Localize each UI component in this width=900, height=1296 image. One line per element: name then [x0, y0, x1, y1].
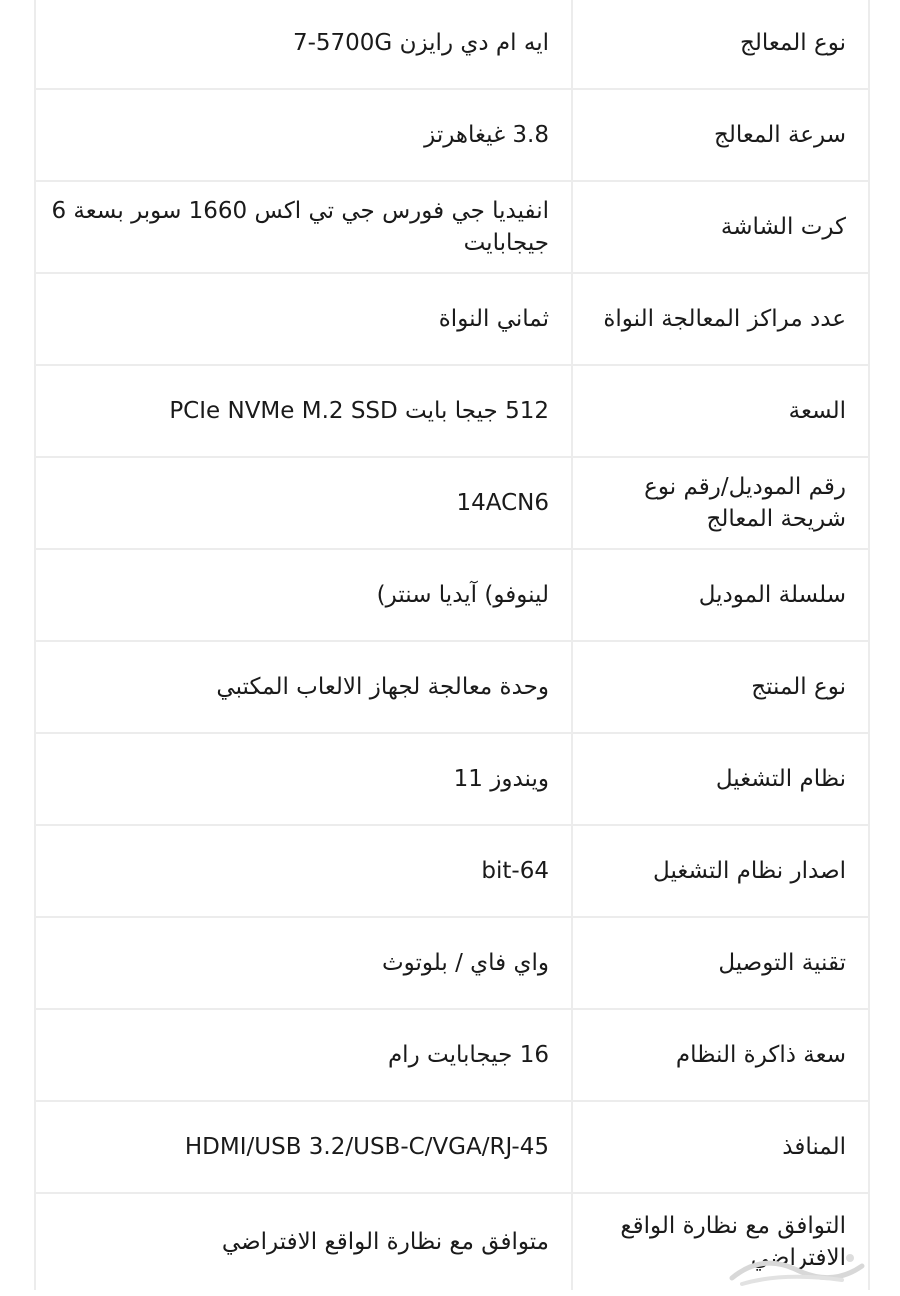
spec-label: كرت الشاشة: [571, 182, 868, 272]
spec-label: السعة: [571, 366, 868, 456]
spec-value: 512 جيجا بايت PCIe NVMe M.2 SSD: [169, 398, 549, 424]
spec-row: [36, 826, 868, 918]
spec-label: المنافذ: [571, 1102, 868, 1192]
spec-value: ثماني النواة: [438, 306, 549, 332]
spec-row: [36, 918, 868, 1010]
spec-value: 16 جيجابايت رام: [387, 1042, 549, 1068]
spec-label: نوع المعالج: [571, 0, 868, 88]
spec-value: واي فاي / بلوتوث: [381, 950, 549, 976]
spec-label: التوافق مع نظارة الواقع الافتراضي: [571, 1194, 868, 1290]
spec-label: سرعة المعالج: [571, 90, 868, 180]
spec-row: [36, 366, 868, 458]
spec-value: HDMI/USB 3.2/USB-C/VGA/RJ-45: [184, 1134, 549, 1160]
spec-value: 7-5700G ايه ام دي رايزن: [292, 30, 549, 56]
spec-row: [36, 182, 868, 274]
spec-value: انفيديا جي فورس جي تي اكس 1660 سوبر بسعة 6 جيجابايت: [51, 198, 549, 256]
spec-value: متوافق مع نظارة الواقع الافتراضي: [221, 1229, 549, 1255]
spec-value: 3.8 غيغاهرتز: [424, 122, 549, 148]
spec-table: [34, 0, 870, 1290]
spec-row: [36, 642, 868, 734]
spec-row: [36, 458, 868, 550]
spec-value: لينوفو) آيديا سنتر): [376, 582, 549, 608]
spec-row: [36, 0, 868, 90]
spec-value: 14ACN6: [456, 490, 549, 516]
spec-row: [36, 1102, 868, 1194]
spec-value: ويندوز 11: [453, 766, 549, 792]
spec-label: سعة ذاكرة النظام: [571, 1010, 868, 1100]
spec-label: تقنية التوصيل: [571, 918, 868, 1008]
spec-value: وحدة معالجة لجهاز الالعاب المكتبي: [216, 674, 549, 700]
spec-label: نظام التشغيل: [571, 734, 868, 824]
spec-row: [36, 90, 868, 182]
spec-row: [36, 1194, 868, 1290]
spec-label: رقم الموديل/رقم نوع شريحة المعالج: [571, 458, 868, 548]
spec-label: سلسلة الموديل: [571, 550, 868, 640]
spec-value: bit-64: [481, 858, 549, 884]
spec-row: [36, 1010, 868, 1102]
spec-row: [36, 274, 868, 366]
spec-label: عدد مراكز المعالجة النواة: [571, 274, 868, 364]
spec-row: [36, 734, 868, 826]
spec-row: [36, 550, 868, 642]
spec-label: نوع المنتج: [571, 642, 868, 732]
spec-label: اصدار نظام التشغيل: [571, 826, 868, 916]
